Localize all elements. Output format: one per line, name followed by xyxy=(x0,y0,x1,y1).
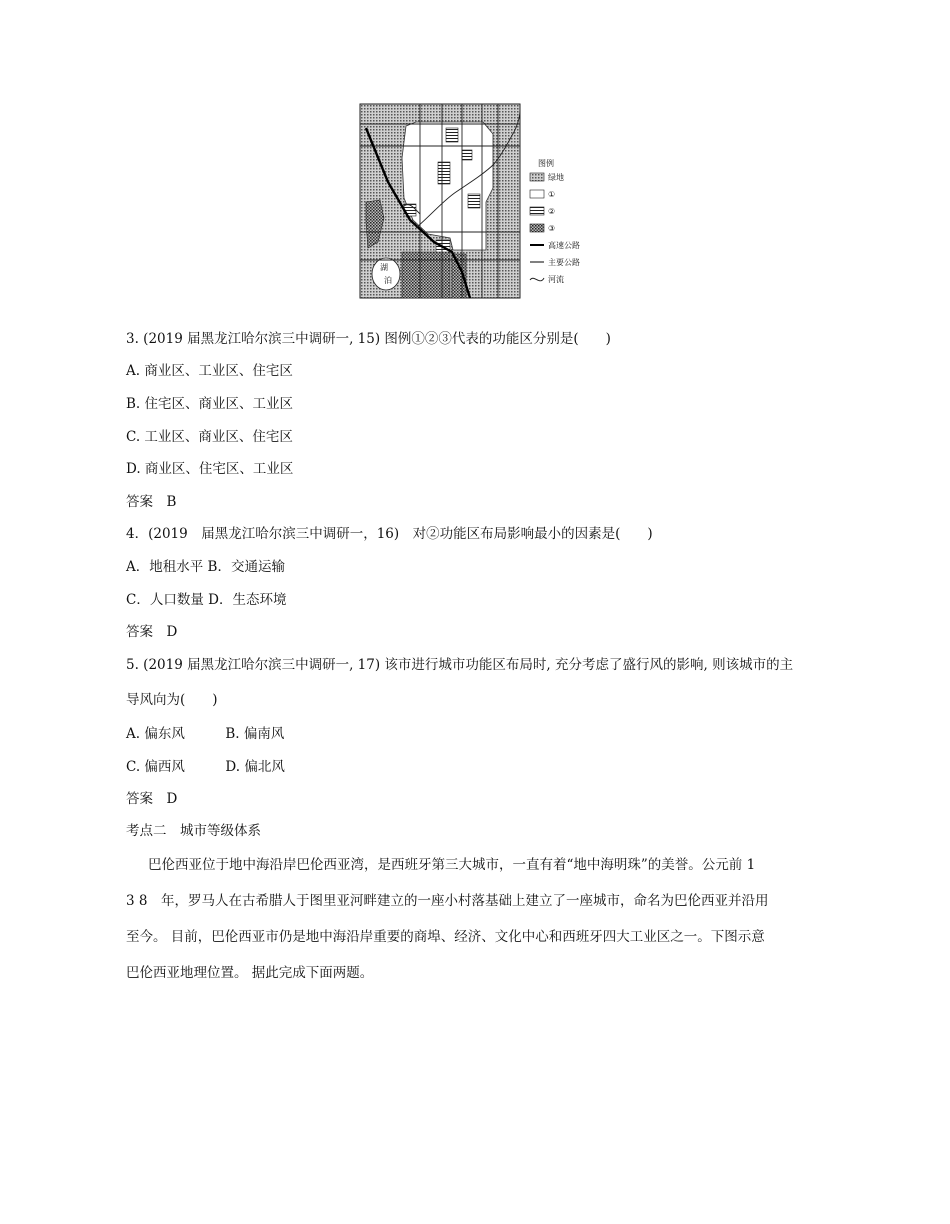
lake-label-2: 泊 xyxy=(384,276,392,285)
zone3-area xyxy=(402,252,450,298)
zone2-block xyxy=(468,194,480,208)
legend-label-zone1: ① xyxy=(548,190,556,199)
legend-label-zone3: ③ xyxy=(548,224,556,233)
section-title: 考点二 城市等级体系 xyxy=(126,823,261,839)
lake-label-1: 湖 xyxy=(380,263,388,272)
q3-option-c: C. 工业区、商业区、住宅区 xyxy=(126,429,293,445)
q3-answer: 答案 B xyxy=(126,494,177,510)
q5-stem-line1: 5. (2019 届黑龙江哈尔滨三中调研一, 17) 该市进行城市功能区布局时, 充分考虑了盛行风的影响, 则该城市的主 xyxy=(126,657,794,673)
q4-answer: 答案 D xyxy=(126,624,178,640)
legend-label-highway: 高速公路 xyxy=(548,241,580,250)
city-function-map xyxy=(358,102,608,302)
legend-label-green: 绿地 xyxy=(548,173,564,182)
q4-options-ab: A．地租水平 B．交通运输 xyxy=(126,559,285,575)
q5-options-ab: A. 偏东风 B. 偏南风 xyxy=(126,726,285,742)
paragraph-line-2: 3 8 年，罗马人在古希腊人于图里亚河畔建立的一座小村落基础上建立了一座城市，命名为巴伦西亚并沿用 xyxy=(126,893,769,909)
map-svg xyxy=(358,102,608,302)
legend-swatch-green xyxy=(530,173,544,181)
q3-option-b: B. 住宅区、商业区、工业区 xyxy=(126,396,294,412)
legend-label-mainroad: 主要公路 xyxy=(548,258,580,267)
q4-options-cd: C．人口数量 D．生态环境 xyxy=(126,592,287,608)
q5-stem-line2: 导风向为( ) xyxy=(126,692,218,708)
zone2-block xyxy=(438,162,450,184)
q3-stem: 3. (2019 届黑龙江哈尔滨三中调研一, 15) 图例①②③代表的功能区分别是( ) xyxy=(126,331,611,347)
legend-swatch-zone1 xyxy=(530,190,544,198)
zone2-block xyxy=(462,150,472,160)
paragraph-line-4: 巴伦西亚地理位置。 据此完成下面两题。 xyxy=(126,965,374,981)
q5-answer: 答案 D xyxy=(126,791,178,807)
paragraph-line-3: 至今。 目前，巴伦西亚市仍是地中海沿岸重要的商埠、经济、文化中心和西班牙四大工业区之一。下图示意 xyxy=(126,929,765,945)
legend-swatch-zone3 xyxy=(530,224,544,232)
q4-stem: 4．(2019 届黑龙江哈尔滨三中调研一，16) 对②功能区布局影响最小的因素是( ) xyxy=(126,526,653,542)
q3-option-a: A. 商业区、工业区、住宅区 xyxy=(126,363,293,379)
legend-swatch-river xyxy=(530,278,544,281)
q5-options-cd: C. 偏西风 D. 偏北风 xyxy=(126,759,285,775)
q3-option-d: D. 商业区、住宅区、工业区 xyxy=(126,461,294,477)
legend-label-zone2: ② xyxy=(548,207,556,216)
legend-swatch-zone2 xyxy=(530,207,544,215)
zone2-block xyxy=(446,128,458,142)
paragraph-line-1: 巴伦西亚位于地中海沿岸巴伦西亚湾，是西班牙第三大城市，一直有着“地中海明珠”的美誉。公元前 1 xyxy=(148,857,756,873)
legend-label-river: 河流 xyxy=(548,275,564,284)
legend-title: 图例 xyxy=(538,159,554,168)
